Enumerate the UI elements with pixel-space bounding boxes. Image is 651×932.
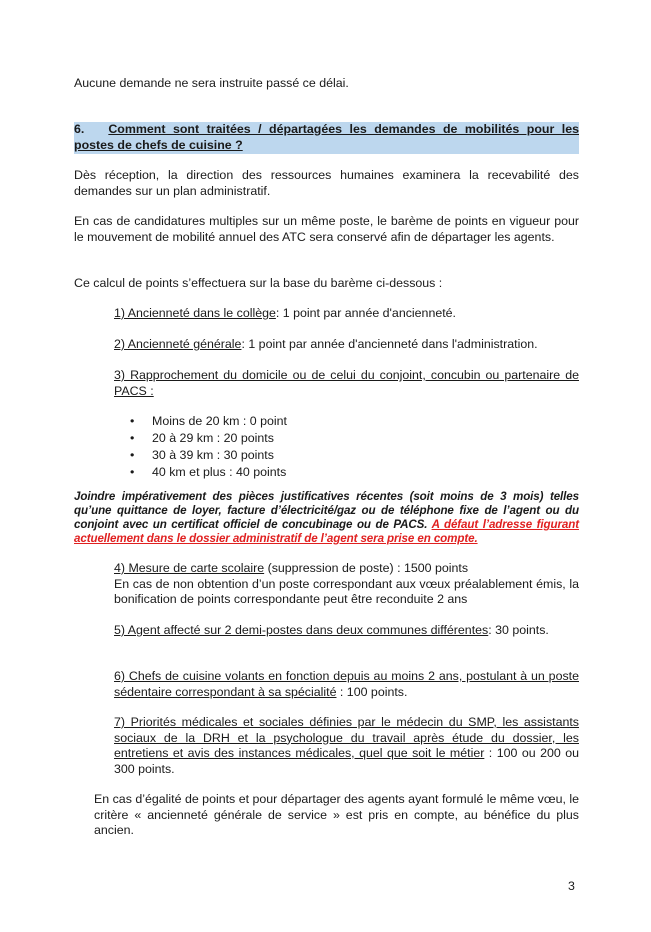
section-number: 6. [74, 122, 85, 136]
warning-text: Joindre impérativement des pièces justificatives récentes (soit moins de 3 mois) telles qu’une quittance de loyer, facture d’électricité/gaz ou de téléphone fixe de l’agent ou du conjoint avec un certificat officiel de concubinage ou de PACS. [74, 490, 579, 531]
criterion-home-proximity [114, 368, 579, 399]
criterion-note: En cas de non obtention d’un poste correspondant aux vœux préalablement émis, la bonification de points correspondante peut être reconduite 2 ans [114, 576, 579, 606]
bullet-text: Moins de 20 km : 0 point [152, 414, 287, 428]
section-title: Comment sont traitées / départagées les demandes de mobilités pour les postes de chefs de cuisine ? [74, 122, 579, 152]
bullet-text: 20 à 29 km : 20 points [152, 431, 274, 445]
criterion-flying-chefs [114, 669, 579, 700]
criterion-half-posts [114, 623, 579, 639]
criterion-label: 4) Mesure de carte scolaire [114, 561, 265, 575]
criterion-label: 2) Ancienneté générale [114, 337, 242, 351]
closing-paragraph: En cas d’égalité de points et pour départager des agents ayant formulé le même vœu, le critère « ancienneté générale de service » est pris en compte, au bénéfice du plus ancien. [94, 792, 579, 837]
intro-line: Aucune demande ne sera instruite passé ce délai. [74, 76, 349, 90]
criterion-label: 1) Ancienneté dans le collège [114, 306, 276, 320]
bullet-text: 30 à 39 km : 30 points [152, 448, 274, 462]
criterion-value: (suppression de poste) : 1500 points [264, 561, 469, 575]
criterion-value: : 1 point par année d'ancienneté dans l'administration. [241, 337, 538, 351]
bullet-text: 40 km et plus : 40 points [152, 465, 287, 479]
distance-bullet [130, 448, 274, 464]
criterion-value: : 100 points. [336, 684, 408, 699]
criterion-value: : 1 point par année d'ancienneté. [275, 306, 456, 320]
criterion-label: 3) Rapprochement du domicile ou de celui du conjoint, concubin ou partenaire de PACS : [114, 368, 579, 398]
bullet-dot: • [130, 431, 135, 445]
distance-bullet [130, 465, 287, 481]
distance-bullet [130, 431, 274, 447]
distance-bullet [130, 414, 287, 430]
warning-red-text: A défaut l’adresse figurant actuellement dans le dossier administratif de l’agent sera prise en compte. [74, 518, 579, 545]
page-number: 3 [568, 879, 575, 893]
criterion-school-map [114, 561, 579, 608]
criterion-value: : 30 points. [488, 623, 549, 637]
criterion-label: 7) Priorités médicales et sociales définies par le médecin du SMP, les assistants sociaux de la DRH et la psychologue du travail après étude du dossier, les entretiens et avis des instances médicales, quel que soit le métier [114, 715, 579, 760]
bullet-dot: • [130, 448, 135, 462]
criterion-medical-social [114, 715, 579, 777]
criterion-value: : 100 ou 200 ou 300 points. [114, 746, 579, 776]
paragraph-reception: Dès réception, la direction des ressources humaines examinera la recevabilité des demandes sur un plan administratif. [74, 168, 579, 198]
criterion-label: 5) Agent affecté sur 2 demi-postes dans deux communes différentes [114, 623, 489, 637]
criterion-college-seniority [114, 306, 579, 322]
bullet-dot: • [130, 465, 135, 479]
justification-warning [74, 490, 579, 546]
bullet-dot: • [130, 414, 135, 428]
paragraph-multiple-candidates: En cas de candidatures multiples sur un même poste, le barème de points en vigueur pour le mouvement de mobilité annuel des ATC sera conservé afin de départager les agents. [74, 214, 579, 244]
paragraph-points-calculation: Ce calcul de points s’effectuera sur la base du barème ci-dessous : [74, 276, 443, 290]
criterion-general-seniority [114, 337, 579, 353]
section-heading [74, 122, 579, 154]
criterion-label: 6) Chefs de cuisine volants en fonction depuis au moins 2 ans, postulant à un poste sédentaire correspondant à sa spécialité [114, 669, 579, 699]
